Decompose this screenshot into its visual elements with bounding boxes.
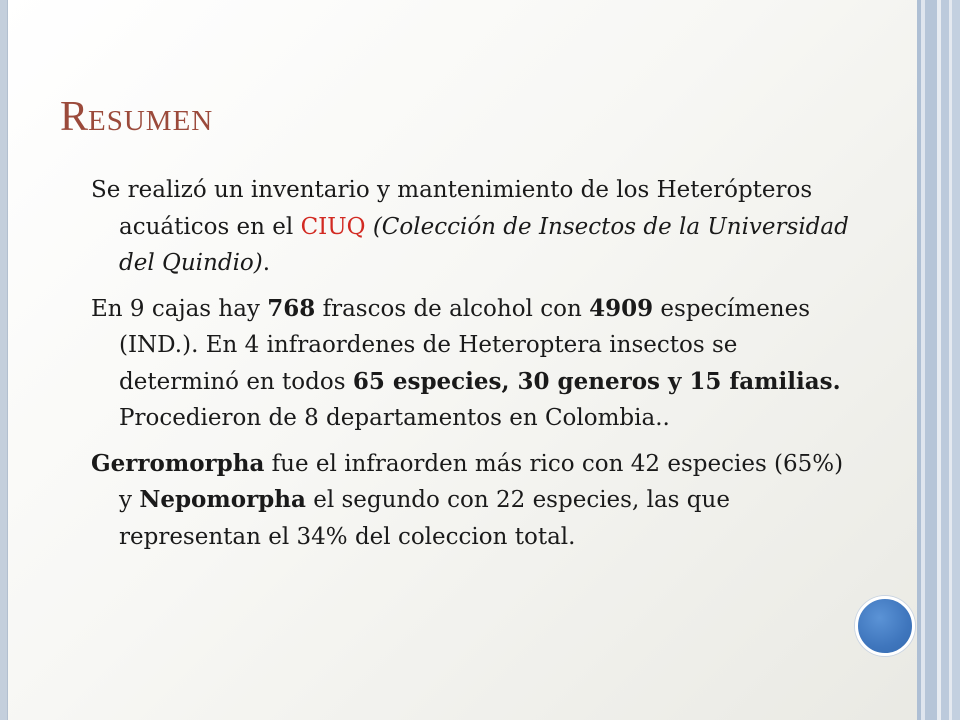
ciuq-full-name: (Colección de Insectos de la Universidad del Quindio): [119, 213, 849, 276]
nepomorpha-label: Nepomorpha: [139, 486, 306, 513]
p2-text-e: especímenes (IND.). En 4 infraordenes de Heteroptera insectos se determinó en todos: [119, 295, 811, 395]
right-border-stripes: [917, 0, 960, 720]
p2-text-a: En 9 cajas hay: [91, 295, 268, 322]
paragraph-1: [91, 172, 851, 282]
p1-space: [366, 214, 373, 240]
ciuq-acronym: CIUQ: [300, 213, 366, 240]
taxa-summary: 65 especies, 30 generos y 15 familias.: [352, 367, 841, 395]
p2-text-c: frascos de alcohol con: [315, 295, 590, 322]
slide-title: [60, 96, 213, 138]
slide-body: [91, 172, 851, 564]
p3-text-d: el segundo con 22 especies, las que representan el 34% del coleccion total.: [119, 487, 730, 550]
paragraph-2: [91, 291, 851, 437]
specimen-count: 4909: [589, 294, 654, 322]
p1-period: .: [262, 250, 271, 276]
decorative-circle-icon: [855, 596, 915, 656]
p2-text-g: Procedieron de 8 departamentos en Colombia..: [119, 405, 670, 431]
paragraph-3: [91, 446, 851, 556]
stripe: [941, 0, 949, 720]
left-border-stripe: [0, 0, 8, 720]
gerromorpha-label: Gerromorpha: [91, 449, 265, 477]
jar-count: 768: [267, 294, 316, 322]
p1-text: Se realizó un inventario y mantenimiento de los Heterópteros acuáticos en el: [91, 177, 813, 240]
p3-text-b: fue el infraorden más rico con 42 especies (65%) y: [119, 450, 844, 513]
title-first-letter: R: [60, 94, 89, 140]
stripe: [952, 0, 960, 720]
title-rest: ESUMEN: [88, 105, 214, 137]
stripe: [925, 0, 937, 720]
